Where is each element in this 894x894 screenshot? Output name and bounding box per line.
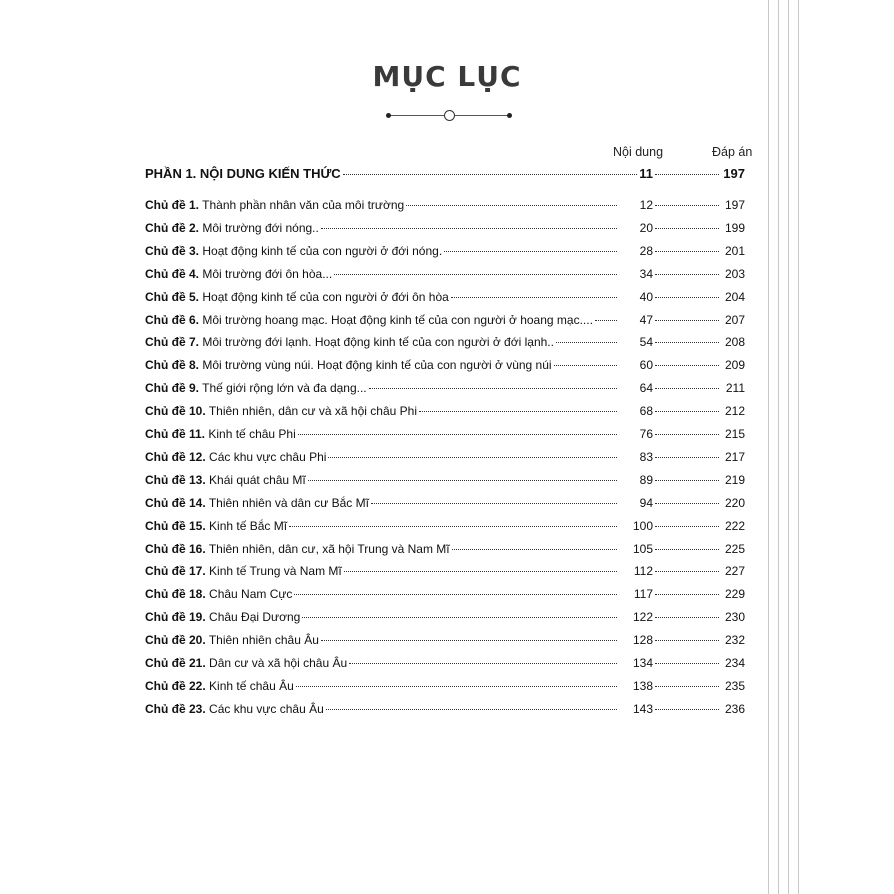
topic-prefix: Chủ đề 11. [145, 427, 206, 441]
topic-prefix: Chủ đề 20. [145, 633, 206, 648]
topic-answer-page: 209 [724, 358, 745, 373]
page-edge-line [768, 0, 769, 894]
topic-label [145, 358, 552, 372]
dot-leader [655, 388, 719, 389]
topic-page: 138 [632, 678, 653, 693]
toc-row [145, 335, 745, 353]
topic-page: 60 [639, 358, 653, 373]
topic-title: Các khu vực châu Phi [209, 449, 327, 464]
dot-leader [308, 480, 617, 481]
topic-page: 134 [632, 656, 653, 670]
dot-leader [655, 251, 719, 252]
topic-prefix: Chủ đề 13. [145, 472, 206, 487]
topic-label [145, 587, 292, 601]
topic-label [145, 244, 442, 258]
topic-prefix: Chủ đề 3. [145, 243, 200, 258]
topic-answer-page: 229 [724, 587, 745, 602]
topic-answer-page: 201 [724, 243, 745, 258]
title-ornament [386, 110, 512, 122]
topic-title: Thiên nhiên, dân cư, xã hội Trung và Nam Mĩ [208, 541, 450, 556]
topic-answer-page: 197 [724, 198, 745, 212]
topic-title: Thế giới rộng lớn và đa dạng... [202, 381, 367, 396]
topic-label [145, 564, 342, 578]
topic-label [145, 610, 300, 624]
topic-label [145, 267, 332, 281]
topic-page: 128 [632, 633, 653, 648]
topic-label [145, 542, 450, 556]
topic-label [145, 656, 347, 670]
topic-answer-page: 203 [724, 266, 745, 281]
dot-leader [344, 571, 617, 572]
dot-leader [655, 342, 719, 343]
topic-label [145, 198, 404, 212]
page-edge-line [788, 0, 789, 894]
dot-leader [369, 388, 617, 389]
topic-page: 12 [639, 198, 653, 212]
dot-leader [294, 594, 617, 595]
topic-answer-page: 225 [724, 541, 745, 556]
toc-row [145, 221, 745, 239]
topic-title: Châu Đại Dương [209, 610, 301, 625]
topic-answer-page: 204 [724, 289, 745, 304]
dot-leader [655, 549, 719, 550]
dot-leader [655, 594, 719, 595]
topic-title: Môi trường hoang mạc. Hoạt động kinh tế của con người ở hoang mạc.... [202, 312, 593, 327]
part-page: 11 [639, 166, 653, 181]
topic-prefix: Chủ đề 16. [145, 541, 206, 556]
topic-page: 122 [632, 610, 653, 625]
topic-label [145, 404, 417, 418]
page-edge-line [798, 0, 799, 894]
dot-leader [296, 686, 617, 687]
topic-page: 76 [639, 427, 653, 441]
dot-leader [554, 365, 617, 366]
topic-title: Thiên nhiên, dân cư và xã hội châu Phi [208, 404, 417, 419]
topic-prefix: Chủ đề 19. [145, 610, 206, 625]
toc-row [145, 702, 745, 720]
topic-page: 68 [639, 404, 653, 419]
topic-answer-page: 220 [724, 495, 745, 510]
page-title: MỤC LỤC [372, 60, 522, 93]
topic-label [145, 702, 324, 716]
topic-title: Thiên nhiên và dân cư Bắc Mĩ [208, 495, 369, 510]
dot-leader [451, 297, 617, 298]
toc-row [145, 656, 745, 674]
topic-title: Kinh tế Trung và Nam Mĩ [209, 564, 342, 579]
dot-leader [655, 274, 719, 275]
toc-row [145, 473, 745, 491]
topic-label [145, 290, 449, 304]
part-answer-page: 197 [723, 166, 745, 181]
toc-row [145, 381, 745, 399]
dot-leader [655, 480, 719, 481]
topic-label [145, 427, 296, 441]
topic-prefix: Chủ đề 9. [145, 381, 200, 396]
toc-row [145, 564, 745, 582]
topic-answer-page: 215 [724, 427, 745, 441]
topic-page: 47 [639, 312, 653, 327]
topic-page: 143 [632, 701, 653, 716]
topic-page: 117 [633, 587, 653, 602]
toc-row [145, 633, 745, 651]
dot-leader [595, 320, 617, 321]
dot-leader [302, 617, 617, 618]
toc-row [145, 679, 745, 697]
topic-title: Kinh tế châu Phi [208, 427, 296, 441]
topic-prefix: Chủ đề 12. [145, 449, 206, 464]
dot-leader [655, 686, 719, 687]
column-header-answers: Đáp án [712, 145, 753, 159]
toc-row [145, 267, 745, 285]
topic-title: Môi trường đới ôn hòa... [202, 266, 333, 281]
dot-leader [655, 617, 719, 618]
topic-answer-page: 219 [724, 472, 745, 487]
topic-title: Kinh tế châu Âu [209, 678, 294, 693]
topic-answer-page: 212 [724, 404, 745, 419]
page-edge-line [778, 0, 779, 894]
toc-row [145, 290, 745, 308]
part-label: PHẦN 1. NỘI DUNG KIẾN THỨC [145, 166, 341, 181]
topic-label [145, 221, 319, 235]
dot-leader [655, 663, 719, 664]
toc-row [145, 587, 745, 605]
topic-title: Châu Nam Cực [209, 587, 293, 602]
topic-label [145, 381, 367, 395]
topic-answer-page: 208 [724, 335, 745, 350]
topic-answer-page: 230 [724, 610, 745, 625]
dot-leader [289, 526, 617, 527]
dot-leader [655, 174, 719, 175]
topic-page: 94 [639, 495, 653, 510]
topic-title: Môi trường đới lạnh. Hoạt động kinh tế của con người ở đới lạnh.. [202, 335, 554, 350]
dot-leader [419, 411, 617, 412]
dot-leader [298, 434, 617, 435]
dot-leader [655, 571, 719, 572]
dot-leader [655, 457, 719, 458]
dot-leader [452, 549, 617, 550]
topic-prefix: Chủ đề 8. [145, 358, 200, 373]
topic-label [145, 496, 369, 510]
topic-answer-page: 236 [724, 701, 745, 716]
topic-answer-page: 222 [724, 518, 745, 533]
topic-prefix: Chủ đề 17. [145, 564, 206, 579]
toc-row [145, 404, 745, 422]
topic-page: 64 [639, 381, 653, 396]
topic-title: Môi trường vùng núi. Hoạt động kinh tế của con người ở vùng núi [202, 358, 552, 373]
topic-answer-page: 217 [724, 449, 745, 464]
toc-part-row [145, 166, 745, 184]
dot-leader [655, 434, 719, 435]
topic-title: Thành phần nhân văn của môi trường [202, 198, 405, 212]
topic-label [145, 633, 319, 647]
topic-answer-page: 211 [725, 381, 745, 396]
topic-page: 100 [632, 518, 653, 533]
toc-row [145, 496, 745, 514]
topic-label [145, 519, 287, 533]
toc-row [145, 542, 745, 560]
topic-prefix: Chủ đề 5. [145, 289, 200, 304]
topic-page: 28 [639, 243, 653, 258]
topic-title: Kinh tế Bắc Mĩ [209, 518, 288, 533]
topic-label [145, 313, 593, 327]
dot-leader [326, 709, 617, 710]
topic-label [145, 450, 326, 464]
toc-row [145, 358, 745, 376]
topic-prefix: Chủ đề 6. [145, 312, 200, 327]
topic-prefix: Chủ đề 18. [145, 587, 206, 602]
dot-leader [321, 640, 617, 641]
topic-answer-page: 234 [724, 656, 745, 670]
dot-leader [321, 228, 617, 229]
topic-prefix: Chủ đề 2. [145, 220, 200, 235]
dot-leader [334, 274, 617, 275]
toc-row [145, 198, 745, 216]
topic-title: Dân cư và xã hội châu Âu [209, 656, 348, 670]
topic-page: 40 [639, 289, 653, 304]
topic-page: 83 [639, 449, 653, 464]
topic-answer-page: 207 [724, 312, 745, 327]
topic-page: 20 [639, 220, 653, 235]
dot-leader [655, 411, 719, 412]
topic-title: Môi trường đới nóng.. [202, 220, 319, 235]
dot-leader [444, 251, 617, 252]
dot-leader [406, 205, 617, 206]
dot-leader [655, 365, 719, 366]
topic-answer-page: 199 [724, 220, 745, 235]
topic-title: Khái quát châu Mĩ [209, 472, 306, 487]
topic-prefix: Chủ đề 21. [145, 656, 206, 670]
topic-page: 34 [639, 266, 653, 281]
topic-label [145, 473, 306, 487]
topic-prefix: Chủ đề 10. [145, 404, 206, 419]
toc-row [145, 244, 745, 262]
topic-title: Hoạt động kinh tế của con người ở đới ôn hòa [202, 289, 449, 304]
topic-page: 89 [639, 472, 653, 487]
dot-leader [655, 526, 719, 527]
topic-title: Hoạt động kinh tế của con người ở đới nóng. [202, 243, 443, 258]
topic-label [145, 679, 294, 693]
dot-leader [655, 640, 719, 641]
topic-page: 105 [632, 541, 653, 556]
topic-prefix: Chủ đề 1. [145, 198, 200, 212]
dot-leader [655, 228, 719, 229]
topic-label [145, 335, 554, 349]
topic-title: Các khu vực châu Âu [209, 701, 324, 716]
dot-leader [343, 174, 638, 175]
topic-prefix: Chủ đề 14. [145, 495, 206, 510]
toc-row [145, 427, 745, 445]
dot-leader [349, 663, 617, 664]
column-header-content: Nội dung [613, 145, 664, 159]
topic-answer-page: 227 [724, 564, 745, 579]
dot-leader [655, 205, 719, 206]
toc-row [145, 519, 745, 537]
topic-answer-page: 235 [724, 678, 745, 693]
toc-row [145, 450, 745, 468]
topic-prefix: Chủ đề 23. [145, 701, 206, 716]
toc-row [145, 610, 745, 628]
toc-row [145, 313, 745, 331]
dot-leader [556, 342, 617, 343]
topic-answer-page: 232 [724, 633, 745, 648]
dot-leader [655, 297, 719, 298]
topic-page: 54 [639, 335, 653, 350]
topic-prefix: Chủ đề 4. [145, 266, 200, 281]
topic-prefix: Chủ đề 22. [145, 678, 206, 693]
dot-leader [655, 709, 719, 710]
dot-leader [371, 503, 617, 504]
dot-leader [655, 320, 719, 321]
dot-leader [328, 457, 617, 458]
dot-leader [655, 503, 719, 504]
topic-prefix: Chủ đề 7. [145, 335, 200, 350]
topic-page: 112 [633, 564, 653, 579]
topic-prefix: Chủ đề 15. [145, 518, 206, 533]
topic-title: Thiên nhiên châu Âu [208, 633, 319, 648]
